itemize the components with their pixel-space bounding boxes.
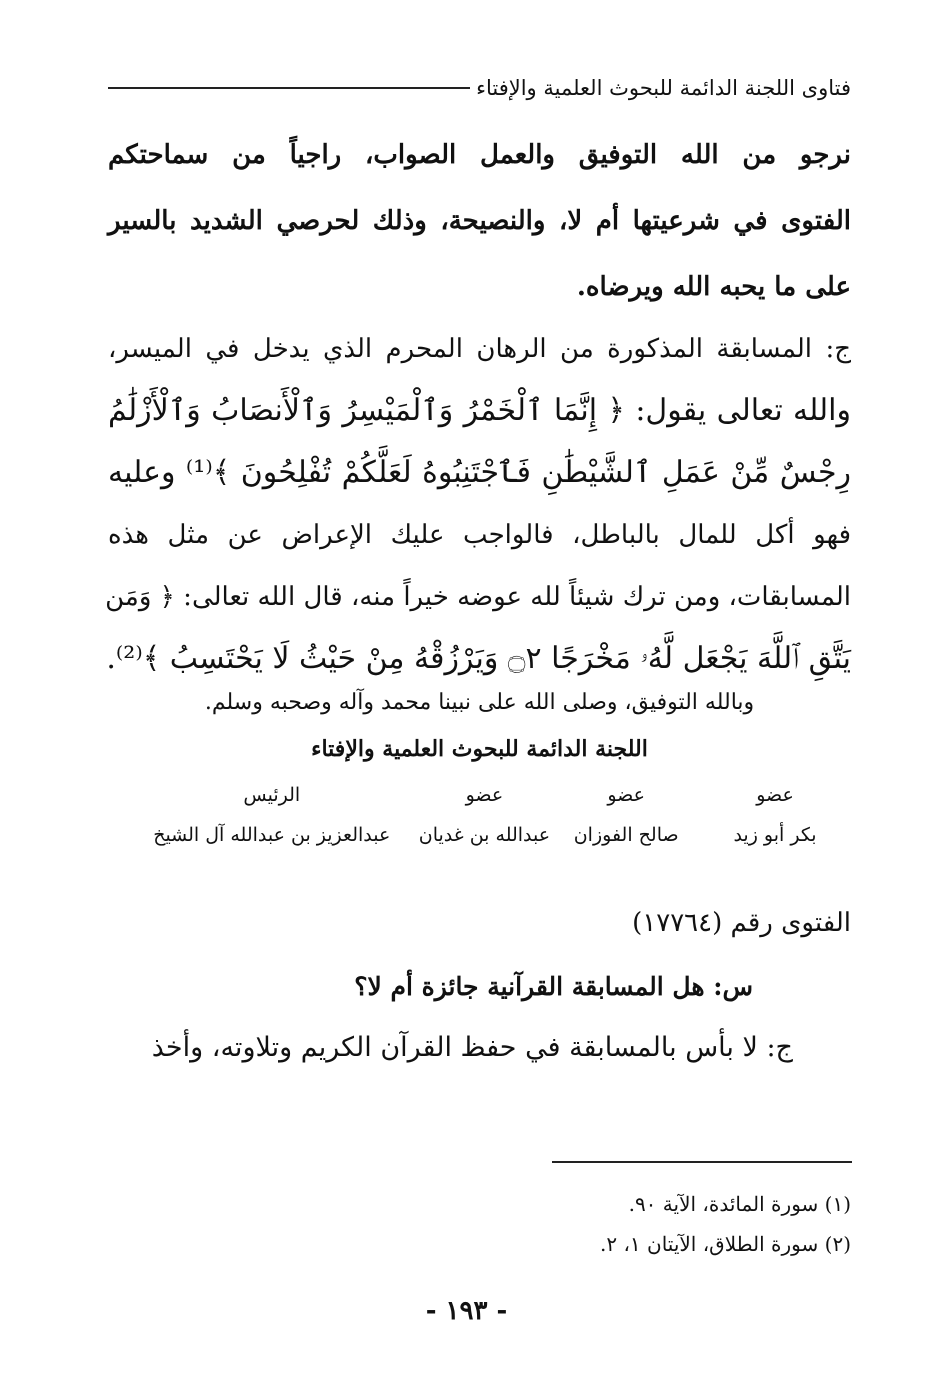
answer-paragraph xyxy=(105,318,851,690)
signature-member: عبدالعزيز بن عبدالله آل الشيخ xyxy=(153,824,391,846)
fatwa-question: س: هل المسابقة القرآنية جائزة أم لا؟ xyxy=(354,972,753,1001)
question-line: على ما يحبه الله ويرضاه. xyxy=(576,272,851,302)
footnote-rule xyxy=(552,1161,852,1163)
page-number: - ١٩٣ - xyxy=(425,1296,508,1326)
footnote: (٢) سورة الطلاق، الآيتان ١، ٢. xyxy=(599,1232,851,1256)
answer-line-verse: رِجْسٌ مِّنْ عَمَلِ ٱلشَّيْطَٰنِ فَٱجْتَنِبُوهُ لَعَلَّكُمْ تُفْلِحُونَ ﴾⁽¹⁾ وعليه xyxy=(108,455,851,490)
header-rule xyxy=(108,87,470,89)
question-line: الفتوى في شرعيتها أم لا، والنصيحة، وذلك لحرصي الشديد بالسير xyxy=(108,206,851,236)
signature-member: بكر أبو زيد xyxy=(733,824,817,846)
fatwa-number: الفتوى رقم (١٧٧٦٤) xyxy=(632,908,851,938)
question-line: نرجو من الله التوفيق والعمل الصواب، راجياً من سماحتكم xyxy=(108,140,851,170)
closing-line: وبالله التوفيق، وصلى الله على نبينا محمد وآله وصحبه وسلم. xyxy=(204,690,755,715)
signature-member: عبدالله بن غديان xyxy=(418,824,551,846)
header-title: فتاوى اللجنة الدائمة للبحوث العلمية والإفتاء xyxy=(476,76,851,100)
running-header xyxy=(108,68,851,108)
answer-line-verse: يَتَّقِ ٱللَّهَ يَجْعَل لَّهُۥ مَخْرَجًا ۝٢ وَيَرْزُقْهُ مِنْ حَيْثُ لَا يَحْتَسِبُ ﴾⁽²⁾. xyxy=(106,641,851,676)
footnotes xyxy=(600,1184,851,1264)
answer-line: ج: المسابقة المذكورة من الرهان المحرم الذي يدخل في الميسر، xyxy=(108,334,851,364)
signature-role: عضو xyxy=(465,784,504,806)
signature-member: صالح الفوزان xyxy=(573,824,679,846)
answer-line: المسابقات، ومن ترك شيئاً لله عوضه خيراً منه، قال الله تعالى: ﴿ وَمَن xyxy=(105,582,851,612)
fatwa-answer-start: ج: لا بأس بالمسابقة في حفظ القرآن الكريم وتلاوته، وأخذ xyxy=(151,1032,793,1063)
signatures xyxy=(130,784,853,846)
signature-role: عضو xyxy=(607,784,645,806)
question-continuation xyxy=(108,122,851,320)
committee-name: اللجنة الدائمة للبحوث العلمية والإفتاء xyxy=(311,736,648,762)
signature-role: عضو xyxy=(756,784,794,806)
signature-role: الرئيس xyxy=(243,784,301,806)
answer-line-verse: والله تعالى يقول: ﴿ إِنَّمَا ٱلْخَمْرُ وَٱلْمَيْسِرُ وَٱلْأَنصَابُ وَٱلْأَزْلَٰمُ xyxy=(108,393,851,428)
answer-line: فهو أكل للمال بالباطل، فالواجب عليك الإعراض عن مثل هذه xyxy=(108,520,851,550)
footnote: (١) سورة المائدة، الآية ٩٠. xyxy=(628,1192,851,1216)
